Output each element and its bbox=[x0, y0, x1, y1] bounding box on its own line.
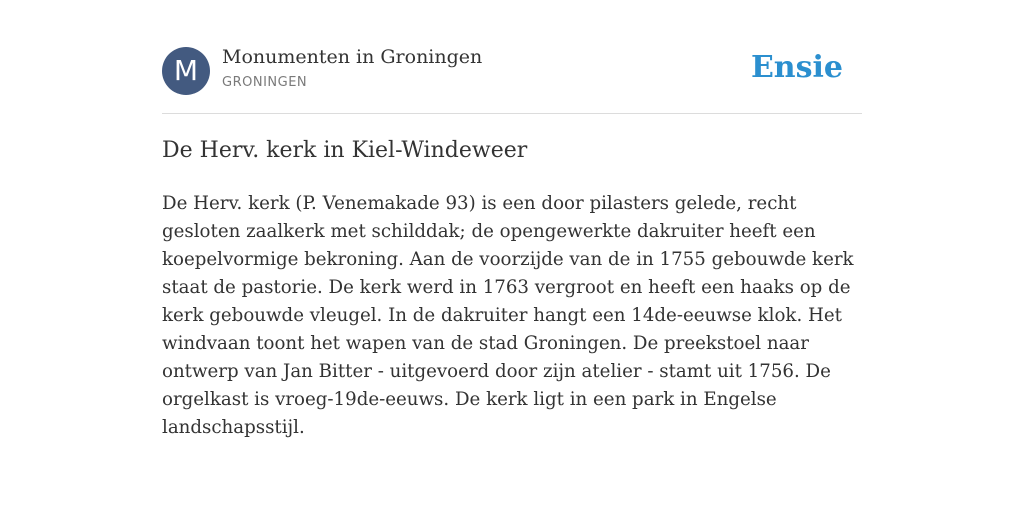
entry-card bbox=[162, 0, 862, 438]
source-name[interactable]: Monumenten in Groningen bbox=[222, 46, 483, 68]
card-header bbox=[162, 0, 862, 114]
brand-logo[interactable]: Ensie bbox=[750, 50, 843, 85]
article-title: De Herv. kerk in Kiel-Windeweer bbox=[162, 138, 528, 163]
article-body: De Herv. kerk (P. Venemakade 93) is een door pilasters gelede, recht gesloten zaalkerk met schilddak; de opengewerkte dakruiter heeft een koepelvormige bekroning. Aan de voorzijde van de in 1755 gebouwde kerk staat de pastorie. De kerk werd in 1763 vergroot en heeft een haaks op de kerk gebouwde vleugel. In de dakruiter hangt een 14de-eeuwse klok. Het windvaan toont het wapen van de stad Groningen. De preekstoel naar ontwerp van Jan Bitter - uitgevoerd door zijn atelier - stamt uit 1756. De orgelkast is vroeg-19de-eeuws. De kerk ligt in een park in Engelse landschapsstijl. bbox=[162, 193, 854, 438]
source-category[interactable]: GRONINGEN bbox=[222, 75, 308, 90]
avatar[interactable]: M bbox=[162, 47, 210, 95]
